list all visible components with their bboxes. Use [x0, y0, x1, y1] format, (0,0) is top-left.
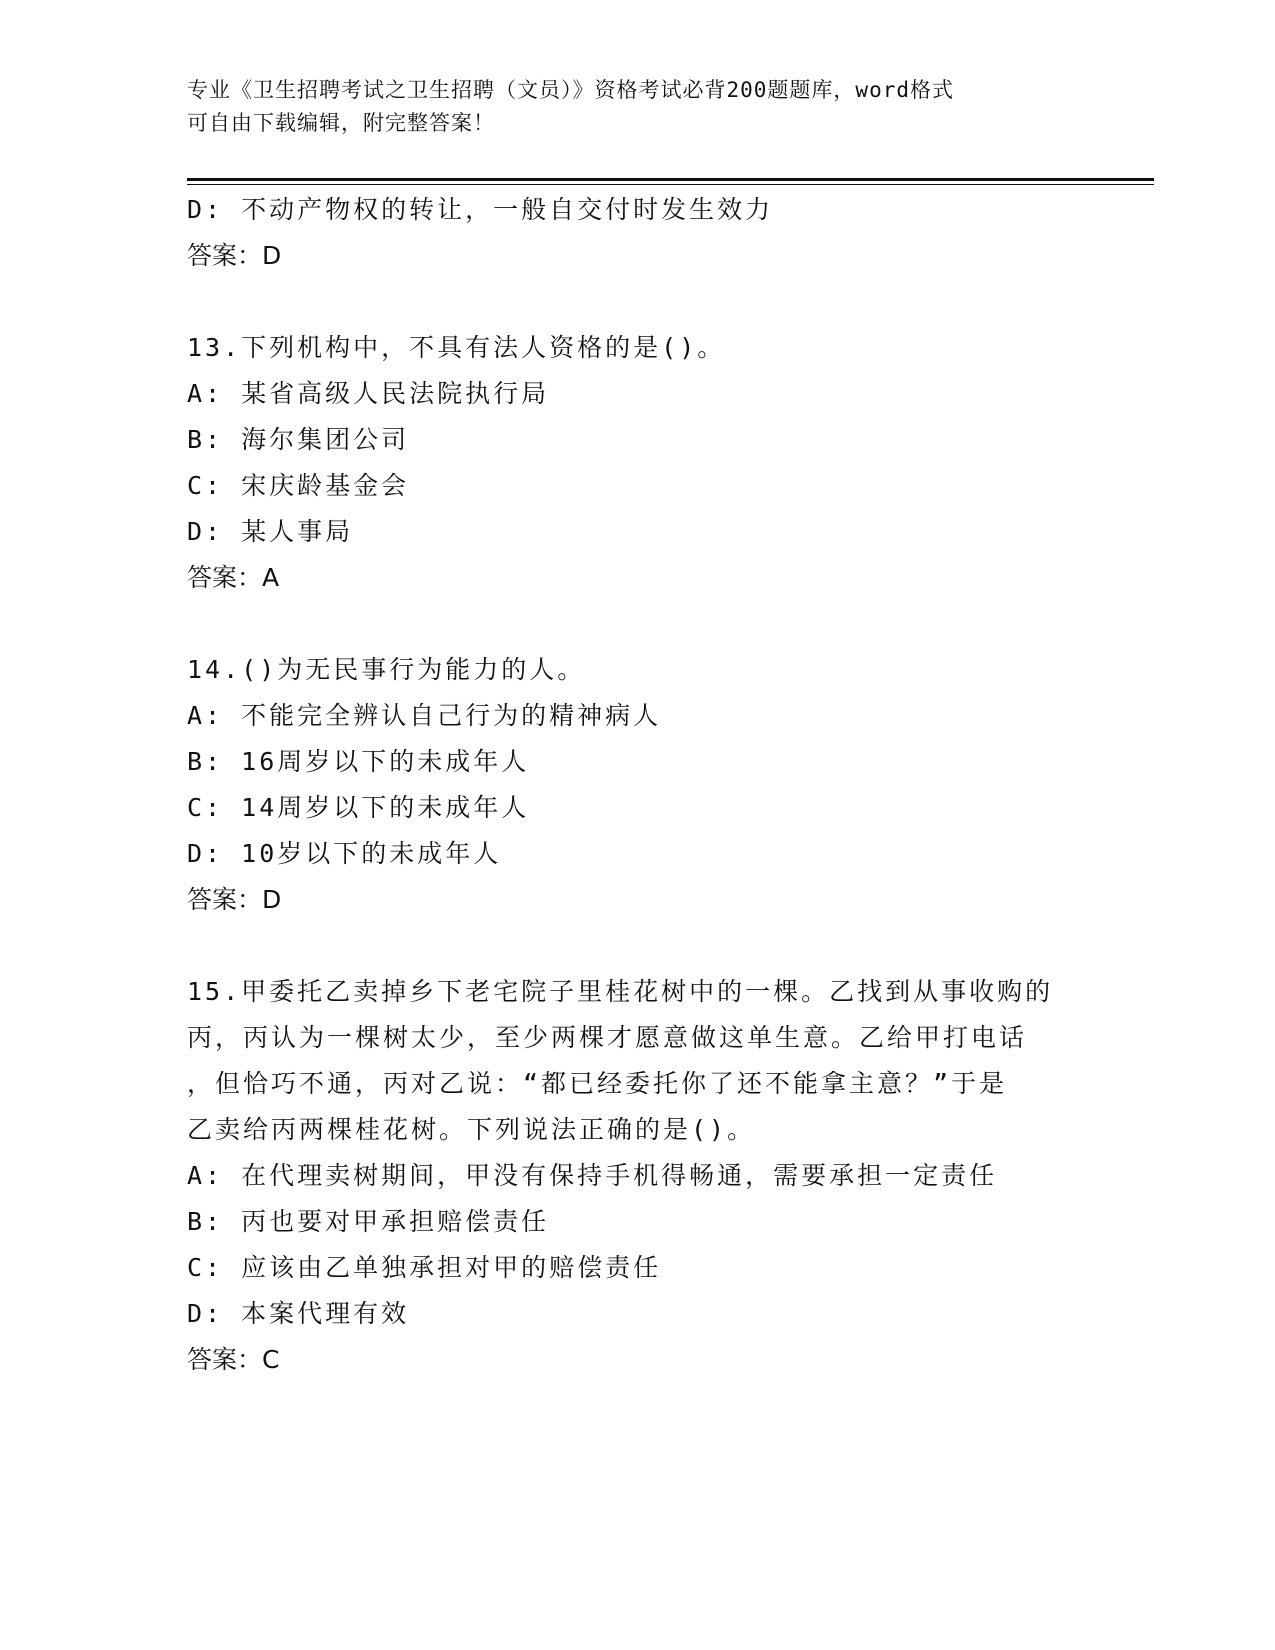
answer-line: 答案：C: [187, 1345, 280, 1374]
option-d: D: 某人事局: [187, 517, 354, 546]
question-stem-line: 丙，丙认为一棵树太少，至少两棵才愿意做这单生意。乙给甲打电话: [187, 1023, 1028, 1052]
spacer: [187, 601, 1087, 647]
option-a: A: 某省高级人民法院执行局: [187, 379, 550, 408]
option-d: D: 不动产物权的转让，一般自交付时发生效力: [187, 195, 774, 224]
option-b: B: 16周岁以下的未成年人: [187, 747, 530, 776]
option-c: C: 应该由乙单独承担对甲的赔偿责任: [187, 1253, 662, 1282]
question-list: [187, 187, 1087, 1383]
option-c: C: 宋庆龄基金会: [187, 471, 410, 500]
question-stem-line: 乙卖给丙两棵桂花树。下列说法正确的是()。: [187, 1115, 756, 1144]
header-title-line-2: 可自由下载编辑，附完整答案！: [187, 111, 495, 135]
option-d: D: 本案代理有效: [187, 1299, 410, 1328]
answer-line: 答案：A: [187, 563, 280, 592]
option-d: D: 10岁以下的未成年人: [187, 839, 502, 868]
option-c: C: 14周岁以下的未成年人: [187, 793, 530, 822]
question-12-tail: [187, 187, 1087, 279]
answer-line: 答案：D: [187, 241, 282, 270]
document-header: [187, 74, 1087, 140]
header-divider-thin: [187, 184, 1154, 185]
option-a: A: 在代理卖树期间，甲没有保持手机得畅通，需要承担一定责任: [187, 1161, 998, 1190]
option-a: A: 不能完全辨认自己行为的精神病人: [187, 701, 662, 730]
header-title-line-1: 专业《卫生招聘考试之卫生招聘（文员）》资格考试必背200题题库，word格式: [187, 78, 954, 102]
spacer: [187, 279, 1087, 325]
spacer: [187, 923, 1087, 969]
header-divider-thick: [187, 178, 1154, 181]
question-stem-line: ，但恰巧不通，丙对乙说：“都已经委托你了还不能拿主意？”于是: [187, 1069, 1008, 1098]
question-stem: 13.下列机构中，不具有法人资格的是()。: [187, 333, 726, 362]
option-b: B: 海尔集团公司: [187, 425, 410, 454]
answer-line: 答案：D: [187, 885, 282, 914]
question-stem-line: 15.甲委托乙卖掉乡下老宅院子里桂花树中的一棵。乙找到从事收购的: [187, 977, 1054, 1006]
question-stem: 14.()为无民事行为能力的人。: [187, 655, 586, 684]
option-b: B: 丙也要对甲承担赔偿责任: [187, 1207, 550, 1236]
question-13: [187, 325, 1087, 601]
question-14: [187, 647, 1087, 923]
question-15: [187, 969, 1087, 1383]
